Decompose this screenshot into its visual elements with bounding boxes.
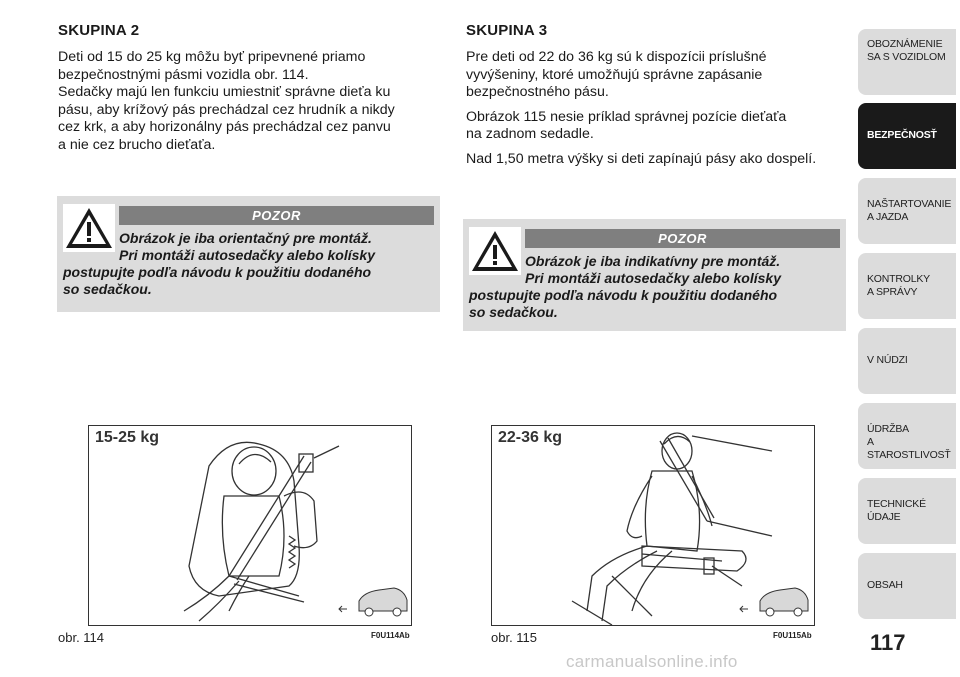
text-line: Pre deti od 22 do 36 kg sú k dispozícii príslušné xyxy=(466,49,767,65)
left-column xyxy=(58,22,438,161)
tab-label: A STAROSTLIVOSŤ xyxy=(867,436,951,461)
paragraph-group2-intro xyxy=(58,49,438,154)
text-line: vyvýšeniny, ktoré umožňujú správne zapásanie xyxy=(466,66,763,83)
tab-label: BEZPEČNOSŤ xyxy=(867,129,937,141)
text-line: na zadnom sedadle. xyxy=(466,126,594,142)
figure-code: F0U115Ab xyxy=(773,631,812,640)
right-column xyxy=(466,22,846,175)
tab-label: ÚDAJE xyxy=(867,511,901,523)
text-line: cez krk, a aby horizonálny pás prechádzal cez panvu xyxy=(58,119,391,135)
tab-oboznamenie[interactable] xyxy=(858,29,956,95)
warning-line: Pri montáži autosedačky alebo kolísky xyxy=(525,270,781,286)
tab-bezpecnost[interactable] xyxy=(858,103,956,169)
warning-text xyxy=(469,253,838,321)
text-line: bezpečnostnými pásmi vozidla obr. 114. xyxy=(58,66,309,83)
tab-label: OBSAH xyxy=(867,579,903,591)
paragraph-group3-intro xyxy=(466,49,846,102)
tab-label: KONTROLKY xyxy=(867,273,930,285)
text-line: Obrázok 115 nesie príklad správnej pozície dieťaťa xyxy=(466,108,787,125)
weight-label: 22-36 kg xyxy=(498,429,563,446)
text-line: Deti od 15 do 25 kg môžu byť pripevnené priamo xyxy=(58,49,366,65)
car-side-icon xyxy=(339,588,407,616)
tab-technicke[interactable] xyxy=(858,478,956,544)
warning-line: postupujte podľa návodu k použitiu dodaného xyxy=(63,264,372,280)
tab-kontrolky[interactable] xyxy=(858,253,956,319)
tab-label: ÚDRŽBA xyxy=(867,423,909,435)
paragraph-group3-figure-ref xyxy=(466,109,846,144)
tab-label: V NÚDZI xyxy=(867,354,908,366)
warning-line: Obrázok je iba indikatívny pre montáž. xyxy=(525,253,781,269)
text-line: bezpečnostného pásu. xyxy=(466,84,609,100)
car-side-icon xyxy=(740,588,808,616)
text-line: a nie cez brucho dieťaťa. xyxy=(58,136,216,153)
paragraph-group3-height: Nad 1,50 metra výšky si deti zapínajú pásy ako dospelí. xyxy=(466,150,817,167)
page-number: 117 xyxy=(870,630,906,655)
tab-udrzba[interactable] xyxy=(858,403,956,469)
tab-label: SA S VOZIDLOM xyxy=(867,51,946,63)
warning-title-bar: POZOR xyxy=(119,206,434,225)
weight-label: 15-25 kg xyxy=(95,429,160,446)
figure-114 xyxy=(88,425,412,626)
warning-line: Pri montáži autosedačky alebo kolísky xyxy=(119,247,375,263)
figure-code: F0U114Ab xyxy=(371,631,410,640)
tab-label: A JAZDA xyxy=(867,211,909,223)
warning-line: so sedačkou. xyxy=(469,304,558,320)
tab-label: NAŠTARTOVANIE xyxy=(867,198,952,210)
tab-obsah[interactable] xyxy=(858,553,956,619)
section-heading-group3: SKUPINA 3 xyxy=(466,22,548,39)
tab-nastartovanie[interactable] xyxy=(858,178,956,244)
warning-line: Obrázok je iba orientačný pre montáž. xyxy=(119,230,372,246)
child-booster-seat-illustration xyxy=(89,426,411,625)
child-seat-belt-illustration xyxy=(492,426,814,625)
text-line: pásu, aby krížový pás prechádzal cez hrudník a nikdy xyxy=(58,101,395,118)
figure-115 xyxy=(491,425,815,626)
warning-title-bar: POZOR xyxy=(525,229,840,248)
tab-label: A SPRÁVY xyxy=(867,286,918,298)
figure-caption: obr. 114 xyxy=(58,630,105,645)
tab-label: OBOZNÁMENIE xyxy=(867,38,943,50)
text-line: Sedačky majú len funkciu umiestniť správne dieťa ku xyxy=(58,84,391,100)
figure-caption: obr. 115 xyxy=(491,630,538,645)
warning-box-left xyxy=(57,196,440,312)
tab-v-nudzi[interactable] xyxy=(858,328,956,394)
warning-text xyxy=(63,230,432,298)
warning-line: so sedačkou. xyxy=(63,281,152,297)
watermark: carmanualsonline.info xyxy=(566,652,738,671)
warning-box-right xyxy=(463,219,846,331)
warning-line: postupujte podľa návodu k použitiu dodaného xyxy=(469,287,778,303)
section-heading-group2: SKUPINA 2 xyxy=(58,22,140,39)
tab-label: TECHNICKÉ xyxy=(867,498,926,510)
